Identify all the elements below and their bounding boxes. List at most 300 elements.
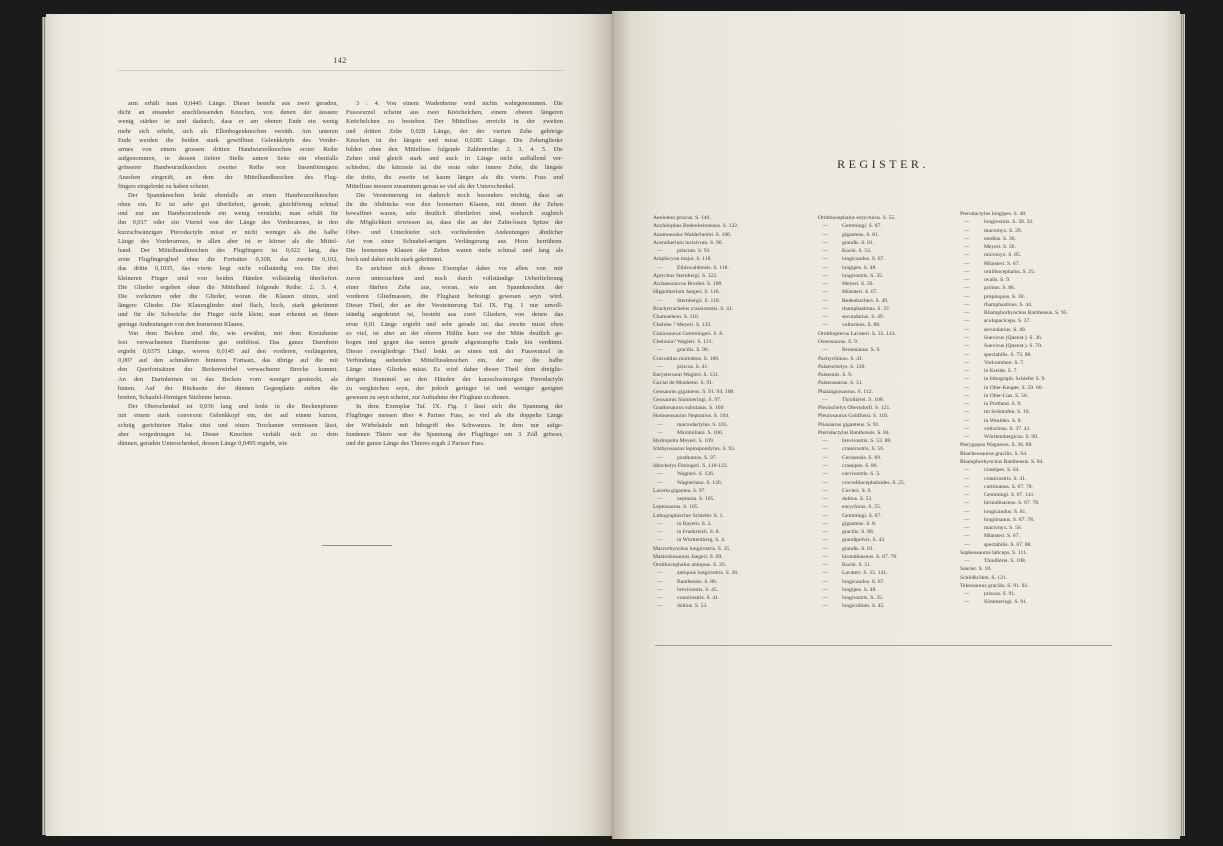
entry-subheading: in Wealden. S. 8.	[984, 417, 1022, 424]
entry-heading: Pleurosaurus Goldfussi. S. 118.	[818, 413, 889, 420]
entry-dash: —	[964, 277, 970, 284]
register-entry	[818, 404, 958, 412]
entry-dash: —	[964, 235, 970, 242]
entry-dash: —	[657, 520, 663, 527]
entry-heading: Schildkröten. S. 121.	[960, 574, 1008, 581]
entry-heading: Geosaurus Sömmeringi. S. 97.	[653, 396, 722, 403]
register-entry	[653, 561, 813, 569]
entry-subheading: priscus. S. 41.	[677, 363, 709, 370]
entry-subheading: Kochi. S. 53.	[842, 248, 872, 255]
entry-subheading: Münsteri. S. 67.	[842, 289, 878, 296]
register-entry	[960, 268, 1125, 276]
text-line: Länge eines Gliedes misst. Es wird daher dieser Theil dem dreiglie-	[346, 366, 563, 374]
entry-subheading: micronyx. S. 85.	[984, 252, 1022, 259]
entry-dash: —	[964, 334, 970, 341]
entry-heading: Chelonia? Wagleri. S. 121.	[653, 338, 714, 345]
register-entry	[960, 210, 1125, 218]
entry-heading: Amphicyon major. S. 118.	[653, 256, 712, 263]
text-line: Dieser zweigliedrige Theil lenkt an einen mit der Fusswurzel in	[346, 348, 563, 356]
register-entry	[653, 355, 813, 363]
register-entry	[960, 384, 1125, 392]
register-entry	[818, 313, 958, 321]
entry-heading: Coniosaurus Gemmingeri. S. 8.	[653, 330, 724, 337]
entry-subheading: brevirostris. S. 53. 88.	[842, 438, 892, 445]
entry-heading: Phalangiosaurus. S. 112.	[818, 388, 873, 395]
entry-dash: —	[964, 467, 970, 474]
entry-subheading: primus. S. 86.	[984, 285, 1016, 292]
entry-heading: Brachytrachelus crassirostris. S. 41.	[653, 305, 734, 312]
entry-dash: —	[964, 285, 970, 292]
register-entry	[960, 441, 1125, 449]
register-entry	[653, 454, 813, 462]
entry-dash: —	[964, 516, 970, 523]
text-line: bilden ohne den Mittelfuss folgende Zahlenreihe: 2. 3. 4. 5. Die	[346, 145, 563, 153]
entry-subheading: hirundinaceus. S. 67. 78.	[842, 553, 898, 560]
register-entry	[960, 227, 1125, 235]
entry-heading: Anchilophus Bodenheimensis. S. 122.	[653, 223, 739, 230]
register-column-3	[960, 210, 1125, 607]
text-line: geringe Andeutungen von den hornernen Klauen.	[118, 320, 244, 328]
register-entry	[818, 396, 958, 404]
register-entry	[960, 392, 1125, 400]
entry-dash: —	[822, 314, 828, 321]
register-entry	[653, 330, 813, 338]
register-entry	[653, 437, 813, 445]
register-entry	[653, 404, 813, 412]
register-entry	[818, 470, 958, 478]
entry-subheading: in lithograph. Schiefer S. 9.	[984, 376, 1046, 383]
entry-subheading: spectabilis. S. 73. 88.	[984, 351, 1032, 358]
entry-subheading: Cerinensis. S. 69.	[842, 454, 882, 461]
entry-subheading: Gemmingi. S. 67.	[842, 223, 882, 230]
register-bottom-rule	[655, 645, 1112, 646]
entry-dash: —	[964, 376, 970, 383]
entry-subheading: Sömmeringi. S. 91.	[984, 599, 1028, 606]
register-entry	[960, 433, 1125, 441]
entry-dash: —	[964, 244, 970, 251]
register-entry	[818, 528, 958, 536]
text-line: hoch und dabei nicht stark gekrümmt.	[346, 256, 443, 264]
entry-heading: Pachyrrhinus. S. 41.	[818, 355, 864, 362]
entry-dash: —	[822, 248, 828, 255]
register-entry	[818, 231, 958, 239]
entry-subheading: Gemmingi. S. 67. 141.	[984, 492, 1035, 499]
entry-dash: —	[822, 454, 828, 461]
entry-subheading: gracilis. S. 96.	[677, 347, 710, 354]
register-entry	[960, 425, 1125, 433]
register-entry	[653, 503, 813, 511]
entry-subheading: spectabilis. S. 67. 88.	[984, 541, 1032, 548]
text-line: dünnen, geraden Unterschenkel, dessen Länge 0,0495 ergiebt, wie	[118, 439, 288, 447]
entry-dash: —	[822, 256, 828, 263]
entry-dash: —	[657, 496, 663, 503]
entry-dash: —	[657, 471, 663, 478]
register-entry	[653, 396, 813, 404]
register-column-2	[818, 214, 958, 611]
entry-dash: —	[964, 301, 970, 308]
entry-subheading: dubius. S. 53.	[842, 496, 873, 503]
text-line: bogen und gegen das untere gerade abgestumpfte Ende hin verdünnt.	[346, 338, 563, 346]
text-line: ihn 0,017 oder ein Viertel von der Länge des Vorderarmes, in den	[118, 219, 338, 227]
entry-subheading: longipes. S. 48.	[842, 586, 877, 593]
entry-subheading: Wagneriana. S. 126.	[677, 479, 723, 486]
register-entry	[818, 503, 958, 511]
text-line: Dieser Theil, der an der Versteinerung Taf. IX. Fig. 1 nur unvoll-	[346, 302, 563, 310]
text-line: ohne ein. Er ist sehr gut überliefert, gerade, gleichförmig schmal	[118, 201, 338, 209]
text-line: gewesen zu seyn scheint, zur Aufnahme der Flughaut zu dienen.	[346, 394, 511, 401]
register-entry	[653, 536, 813, 544]
entry-subheading: longirostris. S. 35.	[842, 272, 884, 279]
register-entry	[818, 247, 958, 255]
entry-subheading: posthumus. S. 97.	[677, 454, 717, 461]
register-entry	[818, 338, 958, 346]
entry-heading: Palaeonis. S. 9.	[818, 372, 853, 379]
register-entry	[818, 222, 958, 230]
entry-dash: —	[964, 483, 970, 490]
register-entry	[818, 569, 958, 577]
register-entry	[653, 272, 813, 280]
register-entry	[653, 421, 813, 429]
register-entry	[653, 445, 813, 453]
register-entry	[960, 450, 1125, 458]
entry-subheading: rhamphastinus. S. 44.	[984, 301, 1033, 308]
register-entry	[818, 214, 958, 222]
register-entry	[818, 272, 958, 280]
register-entry	[960, 549, 1125, 557]
register-entry	[653, 297, 813, 305]
register-entry	[653, 338, 813, 346]
entry-dash: —	[822, 396, 828, 403]
entry-subheading: curtimanus. S. 67. 78.	[984, 483, 1033, 490]
entry-subheading: Thiolliérei. S. 108.	[984, 558, 1027, 565]
text-line: zu vergleichen seyn, der jedoch geringer ist und weniger geeignet	[346, 384, 563, 392]
entry-dash: —	[657, 264, 663, 271]
entry-dash: —	[822, 553, 828, 560]
register-entry	[818, 520, 958, 528]
entry-subheading: macronyx. S. 29.	[984, 227, 1023, 234]
entry-dash: —	[964, 293, 970, 300]
text-column-left	[118, 99, 338, 448]
register-entry	[818, 429, 958, 437]
entry-subheading: grandipelvis. S. 43.	[842, 537, 886, 544]
register-entry	[818, 437, 958, 445]
text-line: Ober- und Unterkiefer sich vorfindenden Andeutungen ähnlicher	[346, 228, 563, 236]
register-entry	[653, 487, 813, 495]
register-entry	[653, 239, 813, 247]
entry-heading: Idiochelys Fitzingeri. S. 118-123.	[653, 462, 728, 469]
register-entry	[960, 574, 1125, 582]
entry-heading: Homoeosaurus Neptunius. S. 104.	[653, 413, 730, 420]
text-line: Der Oberschenkel ist 0,036 lang und lenkt in die Beckenpfanne	[128, 403, 338, 411]
entry-dash: —	[964, 384, 970, 391]
text-line: dicht an einander anschliessenden Knochen, von denen der äussere	[118, 109, 338, 117]
text-line: aber vorgedrungen ist. Dieser Knochen verhält sich zu dem	[118, 430, 338, 438]
entry-heading: Leptosaurus. S. 105.	[653, 504, 699, 511]
entry-subheading: crassipes. S. 86.	[842, 462, 878, 469]
entry-subheading: macronyx. S. 56.	[984, 525, 1023, 532]
entry-subheading: crassirostris. S. 56.	[842, 446, 885, 453]
register-entry	[960, 508, 1125, 516]
entry-subheading: Banthensis. S. 86.	[677, 578, 718, 585]
entry-heading: Archaeoniscus Brodiei. S. 108.	[653, 281, 723, 288]
register-entry	[653, 388, 813, 396]
text-line: erste 0,01 Länge ergiebt und sehr gerade ist; das zweite misst eben	[346, 320, 563, 328]
register-entry	[818, 445, 958, 453]
entry-subheading: Münsteri. S. 67.	[984, 533, 1020, 540]
register-entry	[653, 255, 813, 263]
register-entry	[960, 251, 1125, 259]
register-entry	[653, 586, 813, 594]
register-entry	[960, 598, 1125, 606]
entry-subheading: ovalis. S. 9.	[984, 277, 1011, 284]
entry-subheading: Kochi. S. 51.	[842, 562, 872, 569]
register-entry	[960, 557, 1125, 565]
entry-dash: —	[822, 578, 828, 585]
register-entry	[653, 214, 813, 222]
register-entry	[818, 421, 958, 429]
entry-subheading: medius. S. 36.	[984, 235, 1016, 242]
register-entry	[818, 412, 958, 420]
register-entry	[653, 371, 813, 379]
entry-dash: —	[657, 595, 663, 602]
entry-heading: Aptychus Sternbergi. S. 122.	[653, 272, 718, 279]
entry-subheading: in Portland. S. 9.	[984, 401, 1022, 408]
register-entry	[818, 363, 958, 371]
text-line: die dritte, die zweite ist kaum länger als die vierte. Fuss und	[346, 173, 563, 181]
entry-heading: Hydropelta Meyeri. S. 109.	[653, 438, 715, 445]
register-entry	[960, 400, 1125, 408]
register-entry	[653, 305, 813, 313]
text-line: die Möglichkeit erwiesen ist, dass die an der Zahn-losen Spitze der	[346, 219, 563, 227]
entry-dash: —	[964, 508, 970, 515]
entry-dash: —	[657, 578, 663, 585]
text-line: längere Glieder. Die Klauenglieder sind flach, hoch, stark gekrümmt	[118, 302, 338, 310]
register-entry	[818, 602, 958, 610]
register-entry	[818, 288, 958, 296]
register-entry	[818, 536, 958, 544]
register-entry	[818, 346, 958, 354]
entry-dash: —	[964, 475, 970, 482]
entry-heading: Ornithocephalus eurychirus. S. 55.	[818, 215, 896, 221]
register-entry	[960, 218, 1125, 226]
register-entry	[960, 367, 1125, 375]
entry-subheading: Meyeri. S. 56.	[842, 281, 874, 288]
entry-heading: Gnathosaurus subulatus. S. 109.	[653, 405, 725, 412]
text-line: Länge des Vorderarmes, in allen aber ist er kürzer als die Mittel-	[118, 237, 338, 245]
entry-heading: Teleosaurus gracilis. S. 91. 92.	[960, 582, 1029, 589]
entry-subheading: secundarius. S. 40.	[984, 326, 1027, 333]
entry-subheading: priscus. S. 91.	[984, 591, 1016, 598]
text-line: Fusswurzel scheint aus zwei Knöchelchen, einem oberen längeren	[346, 109, 563, 117]
entry-subheading: longicaudus. S. 81.	[984, 508, 1027, 515]
register-entry	[818, 454, 958, 462]
entry-dash: —	[964, 392, 970, 399]
text-line: Es zeichnet sich dieses Exemplar daher vor allen von mir	[356, 265, 563, 273]
entry-subheading: Vorkommen. S. 7.	[984, 359, 1025, 366]
register-entry	[653, 264, 813, 272]
entry-dash: —	[657, 363, 663, 370]
header-rule	[118, 70, 564, 71]
entry-heading: Lacerta gigantea. S. 97.	[653, 487, 706, 494]
section-end-rule	[322, 545, 392, 546]
entry-dash: —	[964, 599, 970, 606]
entry-subheading: Suevicus (Quenst.). S. 70.	[984, 343, 1043, 350]
entry-dash: —	[657, 586, 663, 593]
entry-dash: —	[657, 570, 663, 577]
register-entry	[960, 466, 1125, 474]
entry-dash: —	[657, 421, 663, 428]
entry-subheading: crassirostris. S. 41.	[984, 475, 1027, 482]
entry-subheading: Maximiliani. S. 106.	[677, 429, 724, 436]
entry-heading: Pterodactylus Banthensis. S. 84.	[818, 429, 891, 436]
entry-heading: Aceratherium incisivum. S. 96.	[653, 239, 723, 246]
entry-dash: —	[822, 289, 828, 296]
text-line: derigen Stummel an den Händen der kurzschwänzigen Pterodactyln	[346, 375, 563, 383]
register-entry	[653, 222, 813, 230]
text-line: ihr die Abdrücke von den hornernen Klauen, mit denen die Zehen	[346, 201, 563, 209]
entry-dash: —	[822, 603, 828, 610]
entry-subheading: giganteus. S. 8.	[842, 520, 877, 527]
entry-dash: —	[822, 347, 828, 354]
register-entry	[818, 371, 958, 379]
entry-dash: —	[822, 297, 828, 304]
entry-subheading: priscum. S. 93.	[677, 248, 711, 255]
text-line: einer fünften Zehe aus, woran, wie am Spannknochen der	[346, 283, 563, 291]
text-line: Knöchelchen zu bestehen. Der Mittelfuss erreicht in der zweiten	[346, 118, 563, 126]
text-line: vorderen Gliedmassen, die Flughaut befestigt gewesen seyn wird.	[346, 292, 563, 300]
entry-subheading: Eibiswaldensis. S. 118.	[677, 264, 729, 271]
register-entry	[818, 321, 958, 329]
entry-subheading: Münsteri. S. 67.	[984, 260, 1020, 267]
entry-dash: —	[964, 252, 970, 259]
entry-dash: —	[822, 438, 828, 445]
page-stack-right-edge	[1180, 14, 1185, 836]
register-entry	[818, 305, 958, 313]
register-entry	[818, 512, 958, 520]
entry-subheading: crassipes. S. 64.	[984, 467, 1020, 474]
entry-dash: —	[822, 512, 828, 519]
entry-heading: Ichthyosaurus leptospondylus. S. 93.	[653, 446, 736, 453]
text-line: und für die Schwäche der Finger nicht klein; man erkennt an ihnen	[118, 311, 338, 319]
text-line: schräg gerichteten Halse sitzt und einen Trochanter vermissen lässt,	[118, 421, 338, 429]
entry-dash: —	[964, 533, 970, 540]
entry-dash: —	[964, 425, 970, 432]
entry-dash: —	[822, 462, 828, 469]
entry-dash: —	[964, 368, 970, 375]
register-entry	[960, 375, 1125, 383]
entry-heading: Pliosaurus giganteus. S. 91.	[818, 421, 880, 428]
register-entry	[818, 330, 958, 338]
register-entry	[653, 470, 813, 478]
entry-subheading: grandis. S. 81.	[842, 545, 875, 552]
register-entry	[653, 512, 813, 520]
entry-subheading: Sternbergii. S. 118.	[677, 297, 721, 304]
entry-subheading: crassirostris. S. 41.	[677, 595, 720, 602]
text-line: ergiebt 0,0375 Länge, wovon 0,0145 auf den vorderen, verlängerten,	[118, 348, 338, 356]
register-entry	[818, 553, 958, 561]
entry-dash: —	[822, 487, 828, 494]
text-line: aufgenommen, in dessen tiefere Stelle untere Seite ein ebenfalls	[118, 155, 338, 163]
entry-dash: —	[964, 492, 970, 499]
entry-subheading: vulturinus. S. 37. 43.	[984, 425, 1031, 432]
entry-dash: —	[964, 417, 970, 424]
text-line: An den Darmbeinen ist das Becken vorn weniger gestreckt, als	[118, 375, 338, 383]
register-entry	[818, 255, 958, 263]
text-line: 0,007 auf den schmäleren hinteren Fortsatz, das übrige auf die mit	[118, 357, 338, 365]
register-entry	[818, 280, 958, 288]
register-entry	[818, 578, 958, 586]
text-line: Die Glieder ergeben ohne die Mittelhand folgende Reihe: 2. 3. 4.	[118, 283, 338, 291]
entry-subheading: in Kreide. S. 7.	[984, 368, 1018, 375]
register-entry	[960, 276, 1125, 284]
register-entry	[653, 553, 813, 561]
entry-heading: Hippotherium Jaegeri. S. 118.	[653, 289, 720, 296]
entry-dash: —	[822, 562, 828, 569]
register-entry	[653, 412, 813, 420]
register-entry	[960, 483, 1125, 491]
entry-heading: Saurier. S. 10.	[960, 566, 992, 573]
entry-dash: —	[822, 305, 828, 312]
entry-heading: Pterygopus Wagnerus. S. 36. 80.	[960, 442, 1033, 449]
entry-subheading: vulturinus. S. 88.	[842, 322, 881, 329]
register-entry	[960, 524, 1125, 532]
register-entry	[960, 235, 1125, 243]
text-line: In dem Exemplar Taf. IX. Fig. 1 lässt sich die Spannung der	[356, 403, 563, 411]
entry-subheading: Württembergicus. S. 90.	[984, 434, 1039, 441]
entry-subheading: eurychirus. S. 55.	[842, 504, 882, 511]
register-entry	[653, 280, 813, 288]
entry-subheading: Bronnianus. S. 9.	[842, 347, 881, 354]
entry-dash: —	[964, 359, 970, 366]
entry-dash: —	[964, 343, 970, 350]
register-entry	[960, 516, 1125, 524]
text-line: wenig stärker ist und dadurch, dass er am oberen Ende ein wenig	[118, 118, 338, 126]
entry-dash: —	[657, 347, 663, 354]
register-column-1	[653, 214, 813, 611]
text-line: grösserer Handwurzelknochen zweiter Reihe von linsenförmigem	[118, 164, 338, 172]
entry-heading: Crocodilus multidens. S. 100.	[653, 355, 720, 362]
register-entry	[818, 586, 958, 594]
entry-heading: Eurysternum Wagleri. S. 131.	[653, 372, 720, 379]
text-line: Von dem Becken sind die, wie erwähnt, mit dem Kreuzbeine	[128, 329, 338, 337]
entry-subheading: Suevicus (Quenst.). S. 36.	[984, 334, 1043, 341]
text-line: Ansehen eingreift, an dem der Mittelhandknochen des Flug-	[118, 173, 338, 181]
entry-dash: —	[657, 479, 663, 486]
register-entry	[818, 495, 958, 503]
text-line: so viel, ist aber an der oberen Hälfte kurz vor der Mitte deutlich ge-	[346, 329, 563, 337]
register-entry	[960, 408, 1125, 416]
text-line: fingers eingelenkt zu haben scheint.	[118, 182, 210, 190]
entry-subheading: longipes. S. 48.	[842, 264, 877, 271]
entry-dash: —	[822, 231, 828, 238]
register-entry	[960, 317, 1125, 325]
text-line: bewaffnet waren, sehr deutlich überliefert sind, wodurch zugleich	[346, 210, 563, 218]
register-entry	[653, 346, 813, 354]
register-entry	[960, 359, 1125, 367]
text-column-right	[346, 99, 563, 448]
register-entry	[653, 602, 813, 610]
entry-subheading: crocodilocephaloides. S. 25.	[842, 479, 906, 486]
register-entry	[960, 284, 1125, 292]
right-page	[612, 11, 1180, 839]
entry-subheading: longirostris. S. 30. 32.	[984, 219, 1034, 226]
register-entry	[818, 379, 958, 387]
entry-dash: —	[822, 223, 828, 230]
text-line: mit einem stark convexen Gelenkkopf ein, der auf einem kurzen,	[118, 412, 338, 420]
entry-subheading: gracilis. S. 88.	[842, 529, 875, 536]
register-entry	[960, 342, 1125, 350]
entry-subheading: Wagneri. S. 126.	[677, 471, 715, 478]
